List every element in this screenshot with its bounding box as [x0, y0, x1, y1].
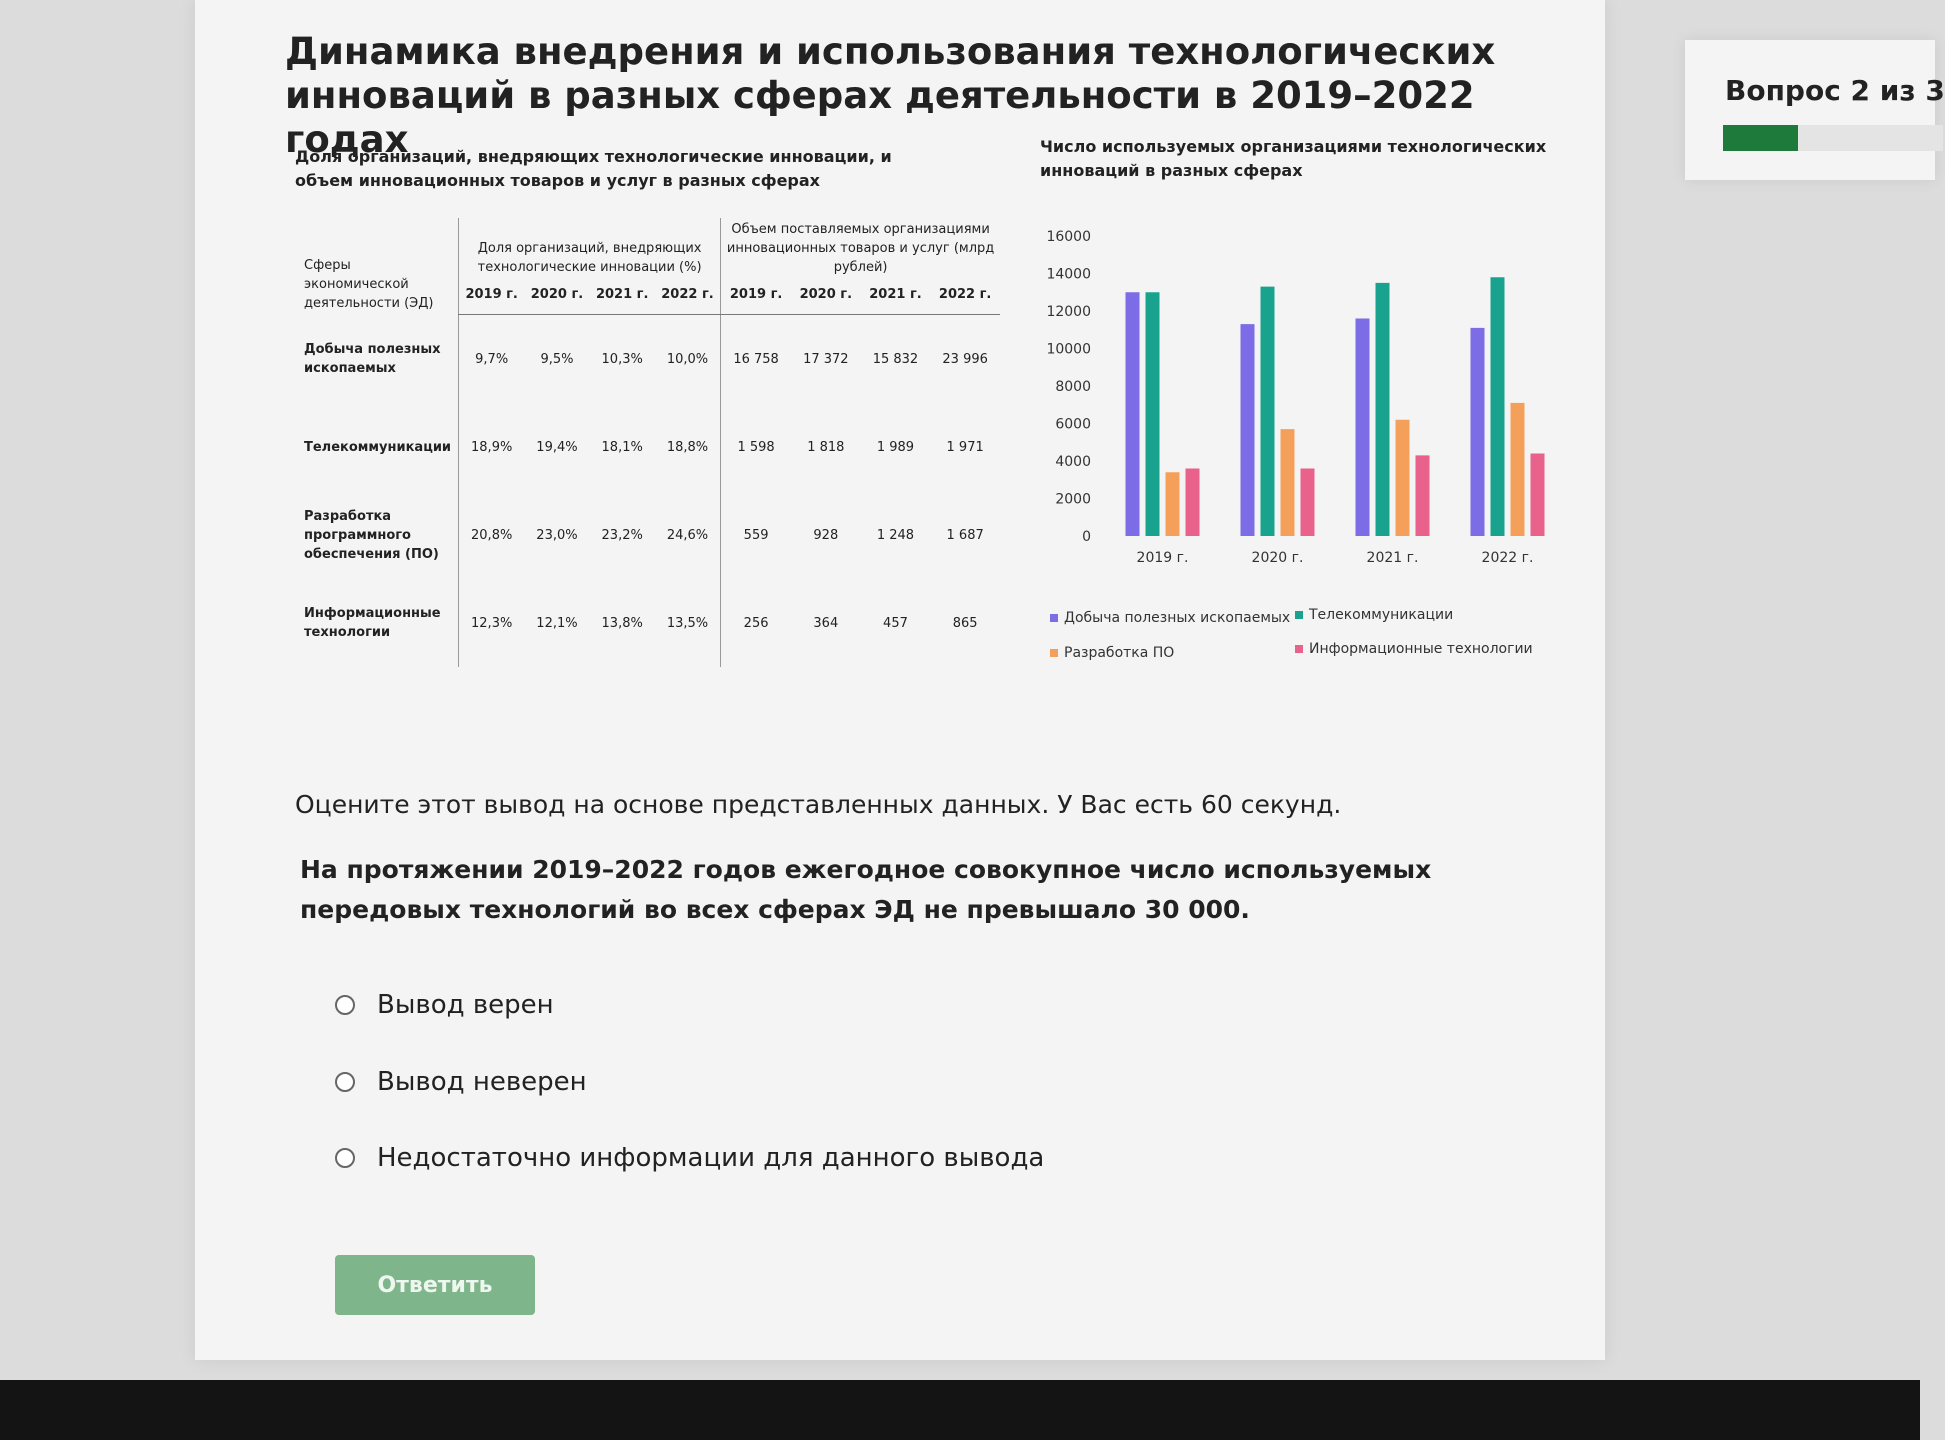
- table-row: [300, 579, 1000, 667]
- y-tick-label: 16000: [1046, 229, 1091, 245]
- share-cell: 18,8%: [666, 439, 709, 455]
- legend-swatch: [1050, 614, 1058, 622]
- table-row: [300, 403, 1000, 491]
- bar: [1241, 324, 1255, 536]
- answer-option-true[interactable]: [315, 975, 1215, 1035]
- year-header: 2022 г.: [930, 285, 1000, 315]
- radio-button[interactable]: [335, 1148, 355, 1168]
- x-tick-label: 2022 г.: [1481, 550, 1534, 566]
- share-cell: 18,9%: [459, 403, 525, 491]
- bar: [1491, 277, 1505, 536]
- monitor-bezel: [0, 1380, 1920, 1440]
- year-header: 2019 г.: [459, 285, 525, 315]
- option-label: Недостаточно информации для данного вывода: [377, 1143, 1045, 1173]
- share-cell: 13,5%: [666, 615, 709, 631]
- share-cell: 23,2%: [601, 527, 643, 543]
- year-header: 2021 г.: [861, 285, 931, 315]
- sphere-cell: Телекоммуникации: [304, 439, 452, 455]
- volume-cell: 1 598: [721, 403, 791, 491]
- year-header: 2020 г.: [791, 285, 861, 315]
- volume-cell: 15 832: [872, 351, 919, 367]
- bar: [1166, 472, 1180, 536]
- y-tick-label: 6000: [1055, 416, 1091, 433]
- answer-option-false[interactable]: [315, 1052, 1215, 1112]
- bar: [1376, 283, 1390, 536]
- bar: [1261, 287, 1275, 536]
- bar: [1146, 292, 1160, 536]
- innovation-table: [300, 218, 1000, 667]
- volume-cell: 17 372: [803, 351, 849, 367]
- bar: [1471, 328, 1485, 536]
- option-label: Вывод неверен: [377, 1067, 587, 1097]
- share-cell: 12,3%: [459, 579, 525, 667]
- share-cell: 12,1%: [536, 615, 578, 631]
- share-cell: 13,8%: [601, 615, 643, 631]
- share-cell: 9,7%: [459, 315, 525, 404]
- bar-chart: [1035, 222, 1575, 582]
- question-card: [195, 0, 1605, 1360]
- share-cell: 9,5%: [540, 351, 574, 367]
- table-row: [300, 491, 1000, 579]
- question-statement: На протяжении 2019–2022 годов ежегодное совокупное число используемых передовых технологий во всех сферах ЭД не превышало 30 000.: [300, 855, 1432, 924]
- answer-option-insufficient[interactable]: [315, 1128, 1215, 1188]
- y-tick-label: 12000: [1046, 304, 1091, 320]
- radio-button[interactable]: [335, 995, 355, 1015]
- volume-cell: 1 248: [876, 527, 915, 543]
- year-header: 2020 г.: [524, 285, 589, 315]
- legend-label: Телекоммуникации: [1309, 607, 1454, 623]
- volume-cell: 1 971: [946, 439, 984, 455]
- bar: [1356, 319, 1370, 537]
- bar: [1281, 429, 1295, 536]
- bar: [1511, 403, 1525, 536]
- volume-cell: 1 687: [946, 527, 984, 543]
- y-tick-label: 10000: [1046, 341, 1091, 358]
- bar: [1416, 455, 1430, 536]
- legend-item: [1050, 645, 1174, 661]
- sphere-cell: Добыча полезных ископаемых: [304, 341, 441, 376]
- share-cell: 23,0%: [536, 527, 578, 543]
- share-cell: 20,8%: [459, 491, 525, 579]
- progress-label: Вопрос 2 из 3: [1725, 74, 1945, 107]
- progress-panel: [1685, 40, 1945, 180]
- y-tick-label: 2000: [1055, 491, 1091, 508]
- bar: [1186, 469, 1200, 537]
- question-instruction: Оцените этот вывод на основе представленных данных. У Вас есть 60 секунд.: [295, 790, 1342, 819]
- option-label: Вывод верен: [377, 990, 554, 1020]
- legend-swatch: [1295, 645, 1303, 653]
- progress-fill: [1723, 125, 1798, 151]
- submit-button[interactable]: Ответить: [335, 1255, 535, 1315]
- share-cell: 19,4%: [536, 439, 578, 455]
- share-cell: 10,0%: [666, 351, 709, 367]
- volume-cell: 364: [813, 615, 839, 631]
- volume-cell: 865: [952, 615, 978, 631]
- bar: [1301, 469, 1315, 537]
- y-tick-label: 4000: [1055, 454, 1091, 470]
- legend-swatch: [1295, 611, 1303, 619]
- y-tick-label: 0: [1082, 529, 1091, 545]
- legend-label: Добыча полезных ископаемых: [1064, 610, 1291, 626]
- x-tick-label: 2019 г.: [1136, 550, 1189, 566]
- legend-item: [1295, 641, 1533, 657]
- share-group-header: Доля организаций, внедряющих технологические инновации (%): [459, 218, 721, 285]
- year-header: 2022 г.: [655, 285, 721, 315]
- volume-cell: 1 989: [876, 439, 915, 455]
- volume-cell: 457: [883, 615, 908, 631]
- year-header: 2019 г.: [721, 285, 791, 315]
- share-cell: 24,6%: [666, 527, 709, 543]
- x-tick-label: 2021 г.: [1366, 550, 1419, 566]
- legend-item: [1050, 610, 1290, 626]
- table-title: Доля организаций, внедряющих технологические инновации, и объем инновационных товаров и услуг в разных сферах: [295, 147, 892, 190]
- volume-cell: 256: [721, 579, 791, 667]
- volume-group-header: Объем поставляемых организациями инновационных товаров и услуг (млрд рублей): [721, 218, 1000, 285]
- volume-cell: 559: [721, 491, 791, 579]
- sphere-cell: Информационные технологии: [304, 606, 441, 640]
- legend-label: Информационные технологии: [1309, 641, 1533, 657]
- volume-cell: 16 758: [721, 315, 791, 404]
- legend-swatch: [1050, 649, 1058, 657]
- x-tick-label: 2020 г.: [1251, 550, 1304, 566]
- page-title: Динамика внедрения и использования технологических инноваций в разных сферах деятельности в 2019–2022 годах: [285, 30, 1496, 161]
- radio-button[interactable]: [335, 1072, 355, 1092]
- volume-cell: 1 818: [807, 439, 845, 455]
- share-cell: 10,3%: [601, 351, 643, 367]
- legend-item: [1295, 607, 1453, 623]
- y-tick-label: 8000: [1055, 379, 1091, 395]
- chart-title: Число используемых организациями технологических инноваций в разных сферах: [1040, 137, 1547, 180]
- bar: [1126, 292, 1140, 536]
- year-header: 2021 г.: [590, 285, 655, 315]
- bar: [1396, 420, 1410, 536]
- legend-label: Разработка ПО: [1064, 645, 1175, 661]
- bar: [1531, 454, 1545, 537]
- volume-cell: 928: [813, 527, 839, 543]
- sphere-cell: Разработка программного обеспечения (ПО): [304, 508, 439, 562]
- y-tick-label: 14000: [1046, 266, 1091, 283]
- table-row: [300, 315, 1000, 404]
- volume-cell: 23 996: [942, 351, 988, 367]
- progress-bar: [1723, 125, 1943, 151]
- sphere-column-header: Сферы экономической деятельности (ЭД): [304, 257, 434, 311]
- share-cell: 18,1%: [601, 439, 643, 455]
